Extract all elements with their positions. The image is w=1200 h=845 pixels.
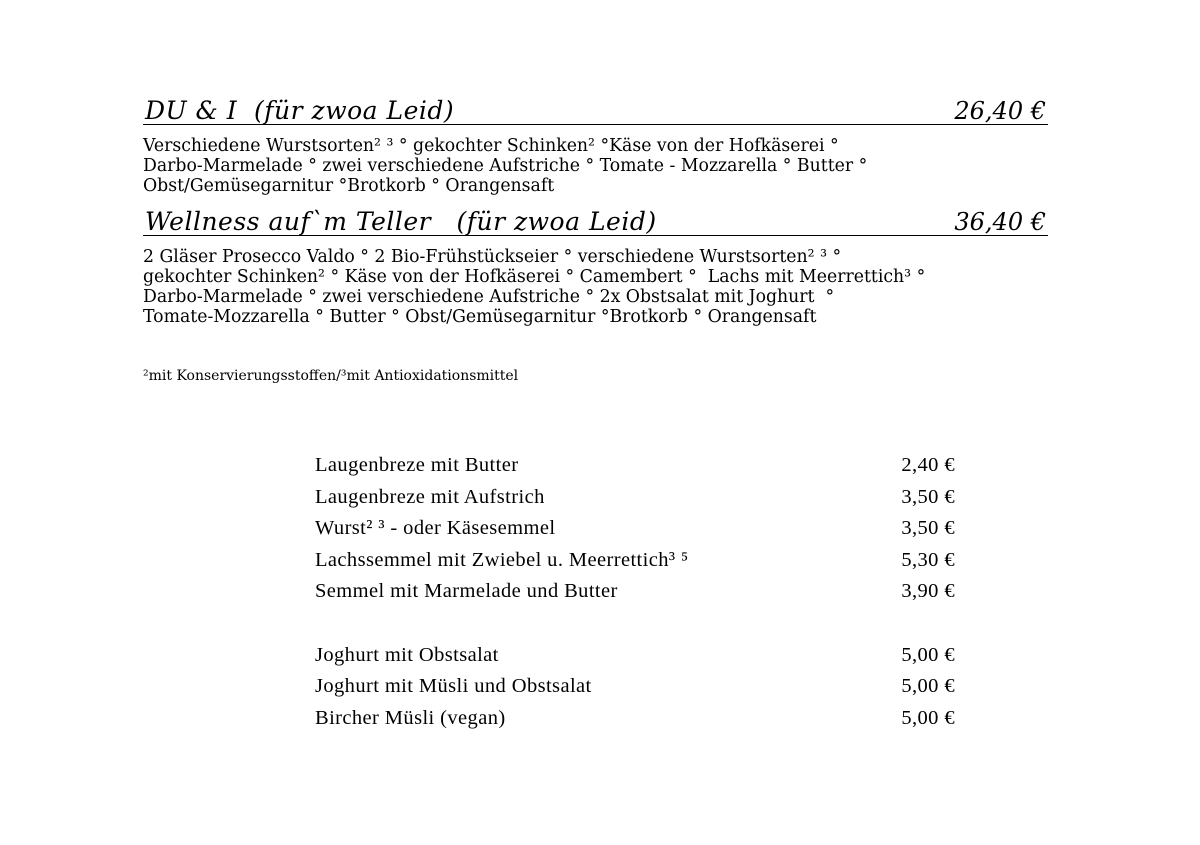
menu-item: [315, 453, 955, 485]
allergen-footnote: ²mit Konservierungsstoffen/³mit Antioxidationsmittel: [143, 368, 519, 384]
menu-item: [315, 674, 955, 706]
description-line: Tomate-Mozzarella ° Butter ° Obst/Gemüsegarnitur °Brotkorb ° Orangensaft: [143, 307, 817, 327]
menu-item-price: 3,50 €: [901, 485, 955, 508]
menu-item-name: Laugenbreze mit Butter: [315, 454, 519, 476]
menu-item-price: 5,00 €: [901, 643, 955, 666]
menu-item: [315, 706, 955, 738]
menu-item: [315, 579, 955, 611]
section-description-wellness: [143, 247, 1103, 327]
section-title: DU & I (für zwoa Leid): [145, 96, 455, 125]
menu-item-name: Lachssemmel mit Zwiebel u. Meerrettich³ ⁵: [315, 548, 689, 571]
section-price: 36,40 €: [954, 208, 1046, 236]
menu-item-name: Bircher Müsli (vegan): [315, 706, 506, 729]
menu-item-price: 5,30 €: [901, 548, 955, 571]
section-price: 26,40 €: [954, 97, 1046, 125]
menu-item-list: [315, 453, 955, 737]
description-line: Darbo-Marmelade ° zwei verschiedene Aufstriche ° 2x Obstsalat mit Joghurt °: [143, 287, 835, 307]
menu-item-name: Joghurt mit Müsli und Obstsalat: [315, 675, 592, 698]
menu-item-price: 5,00 €: [901, 706, 955, 729]
description-line: gekochter Schinken² ° Käse von der Hofkäserei ° Camembert ° Lachs mit Meerrettich³ °: [143, 267, 926, 287]
menu-item-price: 3,90 €: [901, 580, 955, 603]
description-line: Obst/Gemüsegarnitur °Brotkorb ° Orangensaft: [143, 176, 555, 196]
section-header-du-and-i: [143, 92, 1048, 125]
menu-item: [315, 516, 955, 548]
description-line: 2 Gläser Prosecco Valdo ° 2 Bio-Frühstückseier ° verschiedene Wurstsorten² ³ °: [143, 247, 842, 267]
menu-item: [315, 485, 955, 517]
menu-item: [315, 643, 955, 675]
menu-item-name: Semmel mit Marmelade und Butter: [315, 580, 618, 603]
menu-item-price: 2,40 €: [901, 454, 955, 476]
menu-item-name: Wurst² ³ - oder Käsesemmel: [315, 517, 556, 540]
menu-item-name: Joghurt mit Obstsalat: [315, 643, 499, 666]
menu-item-price: 5,00 €: [901, 675, 955, 698]
description-line: Darbo-Marmelade ° zwei verschiedene Aufstriche ° Tomate - Mozzarella ° Butter °: [143, 156, 868, 176]
section-title: Wellness auf`m Teller (für zwoa Leid): [145, 207, 657, 236]
list-spacer: [315, 611, 955, 643]
menu-item-price: 3,50 €: [901, 517, 955, 540]
menu-item: [315, 548, 955, 580]
section-description-du-and-i: [143, 136, 1103, 196]
menu-item-name: Laugenbreze mit Aufstrich: [315, 485, 545, 508]
description-line: Verschiedene Wurstsorten² ³ ° gekochter Schinken² °Käse von der Hofkäserei °: [143, 136, 839, 156]
section-header-wellness: [143, 203, 1048, 236]
